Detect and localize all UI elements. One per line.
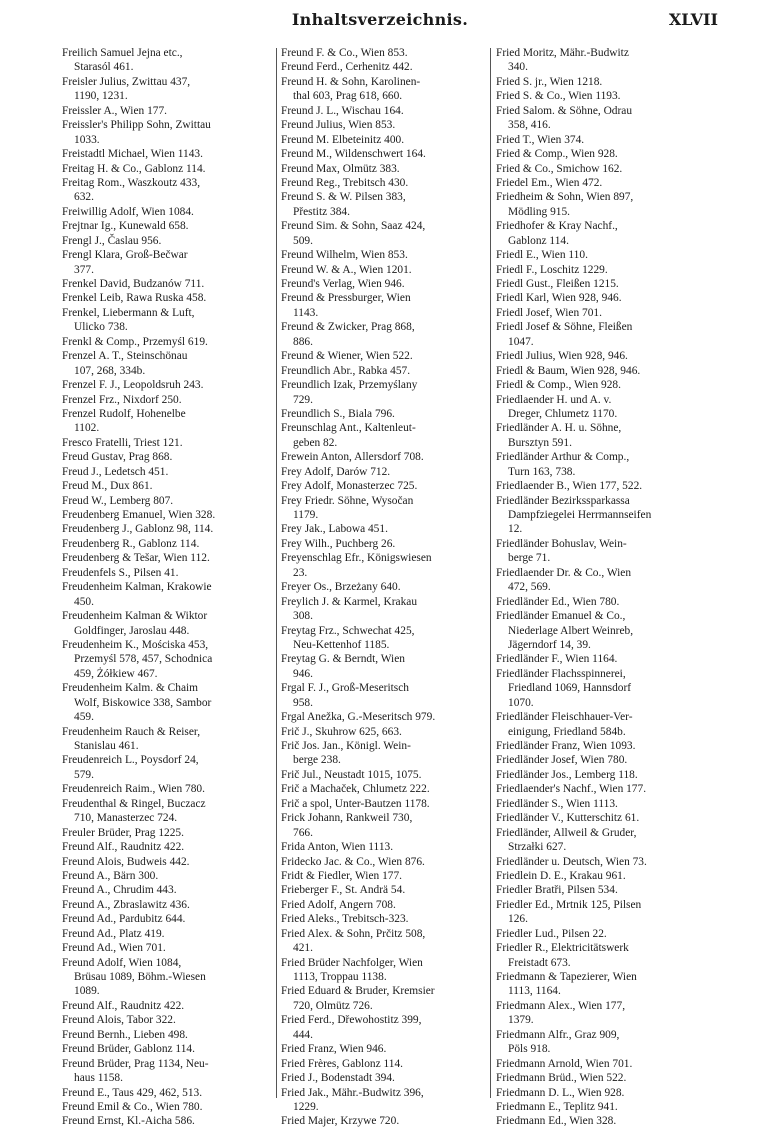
index-entry: Frgal F. J., Groß-Meseritsch: [281, 682, 409, 695]
index-entry: Friedl E., Wien 110.: [496, 249, 588, 262]
index-entry: Friedl & Comp., Wien 928.: [496, 379, 621, 392]
index-entry: Freud M., Dux 861.: [62, 480, 153, 493]
index-entry: Friedhofer & Kray Nachf.,: [496, 220, 618, 233]
index-entry: Freund Max, Olmütz 383.: [281, 162, 400, 175]
index-entry: Frejtnar Ig., Kunewald 658.: [62, 220, 189, 233]
index-entry: Freissler's Philipp Sohn, Zwittau: [62, 119, 211, 132]
index-entry: Fried S. & Co., Wien 1193.: [496, 90, 621, 103]
index-entry: Friedländer V., Kutterschitz 61.: [496, 812, 640, 825]
index-entry: Friedländer F., Wien 1164.: [496, 653, 618, 666]
index-entry: Friedländer, Allweil & Gruder,: [496, 826, 637, 839]
index-entry: Freudenheim Kalman, Krakowie: [62, 581, 212, 594]
index-entry: Freistadtl Michael, Wien 1143.: [62, 148, 203, 161]
index-entry: Frenzel Frz., Nixdorf 250.: [62, 393, 182, 406]
index-entry: Freund M., Wildenschwert 164.: [281, 148, 426, 161]
index-entry: Freudenfels S., Pilsen 41.: [62, 566, 179, 579]
index-entry-continuation: 729.: [293, 393, 313, 406]
index-entry: Freud J., Ledetsch 451.: [62, 465, 169, 478]
index-entry-continuation: 1089.: [74, 985, 100, 998]
index-entry: Freylich J. & Karmel, Krakau: [281, 595, 418, 608]
index-entry-continuation: Dreger, Chlumetz 1170.: [508, 407, 618, 420]
index-entry: Frenzel A. T., Steinschönau: [62, 350, 188, 363]
index-entry: Freund & Zwicker, Prag 868,: [281, 321, 415, 334]
index-entry: Frič Jos. Jan., Königl. Wein-: [281, 740, 411, 752]
index-entry-continuation: 472, 569.: [508, 581, 551, 594]
index-entry: Freund Ernst, Kl.-Aicha 586.: [62, 1115, 195, 1128]
index-entry: Freund H. & Sohn, Karolinen-: [281, 75, 421, 88]
index-entry-continuation: 710, Manasterzec 724.: [74, 812, 178, 825]
column-divider: [490, 48, 491, 1098]
index-entry: Friedlaender's Nachf., Wien 177.: [496, 783, 647, 796]
index-entry-continuation: 1047.: [508, 335, 534, 348]
index-entry-continuation: Starasól 461.: [74, 61, 134, 74]
index-entry: Frenzel Rudolf, Hohenelbe: [62, 407, 186, 420]
index-entry-continuation: 1379.: [508, 1014, 534, 1027]
index-entry: Frič Jul., Neustadt 1015, 1075.: [281, 768, 422, 781]
index-entry: Frič a spol, Unter-Bautzen 1178.: [281, 797, 430, 810]
index-entry: Friedmann D. L., Wien 928.: [496, 1086, 625, 1099]
index-entry-continuation: Přestitz 384.: [293, 205, 350, 218]
index-entry-continuation: Jägerndorf 14, 39.: [508, 638, 591, 651]
index-entry: Fried Franz, Wien 946.: [281, 1043, 387, 1056]
index-entry: Friedmann Alex., Wien 177,: [496, 999, 626, 1012]
column-divider: [276, 48, 277, 1098]
index-entry: Freiwillig Adolf, Wien 1084.: [62, 205, 194, 218]
index-entry: Friedler Bratři, Pilsen 534.: [496, 884, 618, 897]
index-entry: Frida Anton, Wien 1113.: [281, 841, 394, 854]
index-entry: Friedel Em., Wien 472.: [496, 176, 603, 189]
index-entry: Friedländer Fleischhauer-Ver-: [496, 711, 633, 724]
index-entry: Freund A., Bärn 300.: [62, 869, 159, 882]
index-entry-continuation: 308.: [293, 610, 313, 623]
index-entry: Freund & Wiener, Wien 522.: [281, 350, 413, 363]
page-title: Inhaltsverzeichnis.: [291, 10, 469, 29]
index-entry: Freund Sim. & Sohn, Saaz 424,: [281, 220, 426, 233]
index-entry-continuation: Wolf, Biskowice 338, Sambor: [74, 696, 212, 709]
index-entry: Friedler R., Elektricitätswerk: [496, 942, 629, 955]
index-entry: Friedländer Jos., Lemberg 118.: [496, 768, 638, 781]
index-entry-continuation: 107, 268, 334b.: [74, 364, 146, 377]
index-entry-continuation: Pöls 918.: [508, 1043, 551, 1056]
index-entry: Fresco Fratelli, Triest 121.: [62, 436, 183, 449]
index-entry: Fried Brüder Nachfolger, Wien: [281, 956, 423, 969]
index-entry-continuation: 459, Żółkiew 467.: [74, 667, 158, 680]
index-entry-continuation: Goldfinger, Jaroslau 448.: [74, 624, 190, 637]
index-entry: Freudenheim Kalman & Wiktor: [62, 610, 208, 623]
index-entry: Freund Ad., Wien 701.: [62, 942, 166, 955]
index-entry-continuation: Neu-Kettenhof 1185.: [293, 638, 390, 651]
index-entry-continuation: 377.: [74, 263, 94, 276]
index-entry: Frey Adolf, Monasterzec 725.: [281, 480, 418, 493]
page-number: XLVII: [668, 10, 718, 29]
index-entry-continuation: 1070.: [508, 696, 534, 709]
index-entry: Freytag Frz., Schwechat 425,: [281, 624, 415, 637]
index-entry: Fried & Comp., Wien 928.: [496, 148, 618, 161]
index-entry-continuation: 886.: [293, 335, 313, 348]
index-entry-continuation: thal 603, Prag 618, 660.: [293, 90, 403, 103]
index-entry: Frengl J., Časlau 956.: [62, 234, 162, 247]
index-entry: Fried & Co., Smichow 162.: [496, 162, 623, 175]
index-entry: Freudenberg J., Gablonz 98, 114.: [62, 523, 214, 536]
index-entry: Freisler Julius, Zwittau 437,: [62, 75, 191, 88]
index-entry: Frey Adolf, Darów 712.: [281, 465, 391, 478]
index-entry-continuation: 340.: [508, 61, 528, 74]
index-entry: Freund A., Zbraslawitz 436.: [62, 898, 190, 911]
index-entry: Fried Frères, Gablonz 114.: [281, 1057, 403, 1070]
index-entry: Freund E., Taus 429, 462, 513.: [62, 1086, 203, 1099]
index-entry: Friedmann & Tapezierer, Wien: [496, 971, 637, 983]
index-entry: Frey Wilh., Puchberg 26.: [281, 537, 396, 550]
index-entry: Freytag G. & Berndt, Wien: [281, 653, 405, 666]
index-entry-continuation: Dampfziegelei Herrmannseifen: [508, 509, 652, 521]
index-entry: Friedler Ed., Mrtnik 125, Pilsen: [496, 898, 642, 911]
page-header: [0, 10, 760, 32]
index-entry-continuation: einigung, Friedland 584b.: [508, 725, 626, 738]
index-entry-continuation: Brüsau 1089, Böhm.-Wiesen: [74, 971, 206, 983]
index-entry: Freund A., Chrudim 443.: [62, 884, 177, 897]
index-entry: Friedländer Josef, Wien 780.: [496, 754, 628, 767]
index-entry: Friedlaender H. und A. v.: [496, 393, 612, 406]
index-entry: Fried J., Bodenstadt 394.: [281, 1072, 395, 1085]
index-entry: Friedlaender B., Wien 177, 522.: [496, 480, 643, 493]
index-entry: Freund Ferd., Cerhenitz 442.: [281, 61, 413, 74]
index-entry: Friedländer Emanuel & Co.,: [496, 610, 626, 623]
index-entry-continuation: Freistadt 673.: [508, 956, 571, 969]
index-entry: Freund S. & W. Pilsen 383,: [281, 191, 406, 204]
index-entry: Frič J., Skuhrow 625, 663.: [281, 725, 402, 738]
index-entry-continuation: geben 82.: [293, 436, 338, 449]
index-entry: Fried T., Wien 374.: [496, 133, 585, 146]
index-entry: Friedmann Ed., Wien 328.: [496, 1115, 617, 1128]
index-entry: Fried Ferd., Dřewohostitz 399,: [281, 1014, 422, 1027]
index-entry-continuation: Ulicko 738.: [74, 321, 128, 334]
index-entry: Frgal Anežka, G.-Meseritsch 979.: [281, 711, 436, 724]
index-entry: Freund W. & A., Wien 1201.: [281, 263, 412, 276]
index-entry-continuation: Przemyśl 578, 457, Schodnica: [74, 653, 213, 666]
index-entry: Friedländer Arthur & Comp.,: [496, 451, 630, 464]
index-entry-continuation: Friedland 1069, Hannsdorf: [508, 682, 632, 695]
index-entry-continuation: 958.: [293, 696, 313, 709]
index-column-1: [62, 46, 272, 1128]
index-entry: Friedlaender Dr. & Co., Wien: [496, 566, 632, 579]
index-entry-continuation: 23.: [293, 566, 308, 579]
index-entry-continuation: 1143.: [293, 306, 319, 319]
index-entry: Friedmann Brüd., Wien 522.: [496, 1072, 627, 1085]
index-entry: Fried Adolf, Angern 708.: [281, 898, 396, 911]
index-entry: Friedländer Ed., Wien 780.: [496, 595, 620, 608]
index-entry-continuation: 1102.: [74, 422, 100, 435]
index-entry-continuation: 720, Olmütz 726.: [293, 999, 373, 1012]
index-entry-continuation: 1179.: [293, 509, 319, 521]
index-entry: Freissler A., Wien 177.: [62, 104, 168, 117]
index-entry-continuation: 1113, 1164.: [508, 985, 561, 998]
index-entry: Freund Brüder, Gablonz 114.: [62, 1043, 195, 1056]
index-entry: Frenzel F. J., Leopoldsruh 243.: [62, 379, 204, 392]
index-entry: Fried Majer, Krzywe 720.: [281, 1115, 400, 1128]
index-entry: Freund Julius, Wien 853.: [281, 119, 396, 132]
index-entry-continuation: Mödling 915.: [508, 205, 571, 218]
index-entry: Freund Wilhelm, Wien 853.: [281, 249, 408, 262]
index-entry: Fridecko Jac. & Co., Wien 876.: [281, 855, 425, 868]
index-entry: Freud Gustav, Prag 868.: [62, 451, 173, 464]
index-entry: Friedl Julius, Wien 928, 946.: [496, 350, 628, 363]
index-entry-continuation: 1113, Troppau 1138.: [293, 971, 387, 983]
index-entry: Freund Brüder, Prag 1134, Neu-: [62, 1057, 209, 1070]
index-entry: Frenkel David, Budzanów 711.: [62, 278, 205, 290]
index-entry: Freudenheim K., Mościska 453,: [62, 638, 209, 651]
index-entry: Freitag Rom., Waszkoutz 433,: [62, 176, 201, 189]
index-entry-continuation: 444.: [293, 1028, 313, 1041]
index-entry: Fried Moritz, Mähr.-Budwitz: [496, 47, 629, 59]
index-entry: Friedler Lud., Pilsen 22.: [496, 927, 607, 940]
index-entry-continuation: 358, 416.: [508, 119, 551, 132]
index-entry-continuation: 509.: [293, 234, 313, 247]
index-entry: Freudenreich L., Poysdorf 24,: [62, 754, 199, 767]
index-entry: Fried S. jr., Wien 1218.: [496, 75, 603, 88]
index-entry: Freund M. Elbeteinitz 400.: [281, 133, 405, 146]
index-entry: Fridt & Fiedler, Wien 177.: [281, 869, 402, 882]
index-entry-continuation: Turn 163, 738.: [508, 465, 576, 478]
index-entry: Friedländer u. Deutsch, Wien 73.: [496, 855, 647, 868]
index-entry: Friedländer Bohuslav, Wein-: [496, 537, 627, 550]
index-entry: Frenkel, Liebermann & Luft,: [62, 306, 195, 319]
index-entry: Fried Jak., Mähr.-Budwitz 396,: [281, 1086, 424, 1099]
index-entry: Freund J. L., Wischau 164.: [281, 104, 404, 117]
index-entry: Friedl & Baum, Wien 928, 946.: [496, 364, 641, 377]
index-entry: Fried Aleks., Trebitsch-323.: [281, 913, 409, 926]
index-entry-continuation: Strzałki 627.: [508, 841, 567, 854]
index-entry: Fried Eduard & Bruder, Kremsier: [281, 985, 435, 998]
index-entry-continuation: 12.: [508, 523, 523, 536]
index-entry: Freund & Pressburger, Wien: [281, 292, 411, 305]
index-entry: Frick Johann, Rankweil 730,: [281, 812, 413, 825]
index-entry: Freuler Brüder, Prag 1225.: [62, 826, 184, 839]
index-entry: Frieberger F., St. Andrä 54.: [281, 884, 406, 897]
index-entry-continuation: 632.: [74, 191, 94, 204]
index-entry: Freunschlag Ant., Kaltenleut-: [281, 422, 416, 435]
index-entry: Freund Reg., Trebitsch 430.: [281, 176, 409, 189]
index-entry: Freundlich S., Biala 796.: [281, 407, 395, 420]
index-entry: Friedheim & Sohn, Wien 897,: [496, 191, 634, 204]
index-entry: Freudenthal & Ringel, Buczacz: [62, 797, 206, 810]
index-entry: Freund Adolf, Wien 1084,: [62, 956, 182, 969]
index-entry: Freund Alois, Tabor 322.: [62, 1014, 176, 1027]
index-entry-continuation: 459.: [74, 711, 94, 724]
index-entry: Friedmann Alfr., Graz 909,: [496, 1028, 620, 1041]
index-entry: Friedmann Arnold, Wien 701.: [496, 1057, 633, 1070]
index-entry: Friedländer Franz, Wien 1093.: [496, 740, 636, 752]
index-entry-continuation: 1229.: [293, 1100, 319, 1113]
index-entry: Frič a Machaček, Chlumetz 222.: [281, 783, 430, 796]
index-entry: Freudenreich Raim., Wien 780.: [62, 783, 205, 796]
index-entry: Freudenheim Rauch & Reiser,: [62, 725, 201, 738]
index-entry: Freund Ad., Pardubitz 644.: [62, 913, 186, 926]
index-entry: Frenkl & Comp., Przemyśl 619.: [62, 335, 208, 348]
index-entry: Freyenschlag Efr., Königswiesen: [281, 552, 432, 565]
index-entry-continuation: 421.: [293, 942, 313, 955]
index-entry-continuation: 579.: [74, 768, 94, 781]
index-entry: Frewein Anton, Allersdorf 708.: [281, 451, 424, 464]
index-entry: Freudenberg & Tešar, Wien 112.: [62, 552, 210, 565]
index-entry: Freund Alf., Raudnitz 422.: [62, 841, 185, 854]
index-entry: Freundlich Izak, Przemyślany: [281, 379, 418, 392]
index-entry: Friedländer Bezirkssparkassa: [496, 494, 630, 507]
index-entry: Friedl Gust., Fleißen 1215.: [496, 278, 619, 290]
index-column-2: [281, 46, 485, 1128]
index-entry-continuation: Gablonz 114.: [508, 234, 569, 247]
index-entry: Frenkel Leib, Rawa Ruska 458.: [62, 292, 207, 305]
index-entry: Frengl Klara, Groß-Bečwar: [62, 249, 188, 262]
index-entry: Freund Alf., Raudnitz 422.: [62, 999, 185, 1012]
index-entry-continuation: berge 71.: [508, 552, 551, 565]
index-entry: Fried Alex. & Sohn, Prčitz 508,: [281, 927, 426, 940]
index-entry: Freund's Verlag, Wien 946.: [281, 278, 405, 290]
index-entry-continuation: Bursztyn 591.: [508, 436, 572, 449]
index-entry: Freudenberg R., Gablonz 114.: [62, 537, 200, 550]
index-entry: Freilich Samuel Jejna etc.,: [62, 47, 183, 59]
index-entry: Friedl F., Loschitz 1229.: [496, 263, 608, 276]
index-entry: Freund F. & Co., Wien 853.: [281, 47, 408, 59]
index-entry: Friedländer Flachsspinnerei,: [496, 667, 626, 680]
index-entry: Freyer Os., Brzeżany 640.: [281, 581, 401, 594]
index-entry: Friedländer S., Wien 1113.: [496, 797, 618, 810]
index-entry: Friedl Karl, Wien 928, 946.: [496, 292, 622, 305]
index-entry: Frey Jak., Labowa 451.: [281, 523, 388, 536]
index-entry-continuation: Stanislau 461.: [74, 740, 139, 752]
index-entry: Friedl Josef & Söhne, Fleißen: [496, 321, 633, 334]
index-entry: Freund Alois, Budweis 442.: [62, 855, 190, 868]
index-entry-continuation: 1190, 1231.: [74, 90, 128, 103]
index-entry: Freund Ad., Platz 419.: [62, 927, 165, 940]
index-entry-continuation: Niederlage Albert Weinreb,: [508, 624, 634, 637]
index-entry: Freud W., Lemberg 807.: [62, 494, 174, 507]
index-entry: Freundlich Abr., Rabka 457.: [281, 364, 411, 377]
index-entry: Friedl Josef, Wien 701.: [496, 306, 602, 319]
index-entry-continuation: 946.: [293, 667, 313, 680]
index-column-3: [496, 46, 700, 1128]
index-entry: Freudenberg Emanuel, Wien 328.: [62, 509, 216, 521]
index-entry: Fried Salom. & Söhne, Odrau: [496, 104, 633, 117]
index-entry-continuation: haus 1158.: [74, 1072, 123, 1085]
index-entry: Friedmann E., Teplitz 941.: [496, 1100, 618, 1113]
index-entry: Frey Friedr. Söhne, Wysočan: [281, 494, 414, 507]
index-entry-continuation: 450.: [74, 595, 94, 608]
index-entry-continuation: berge 238.: [293, 754, 341, 767]
index-entry: Friedländer A. H. u. Söhne,: [496, 422, 622, 435]
index-entry-continuation: 1033.: [74, 133, 100, 146]
index-entry: Freund Bernh., Lieben 498.: [62, 1028, 188, 1041]
index-entry: Freitag H. & Co., Gablonz 114.: [62, 162, 206, 175]
index-entry: Freund Emil & Co., Wien 780.: [62, 1100, 203, 1113]
index-entry: Freudenheim Kalm. & Chaim: [62, 682, 199, 695]
index-entry-continuation: 766.: [293, 826, 313, 839]
index-entry-continuation: 126.: [508, 913, 528, 926]
index-entry: Friedlein D. E., Krakau 961.: [496, 869, 626, 882]
